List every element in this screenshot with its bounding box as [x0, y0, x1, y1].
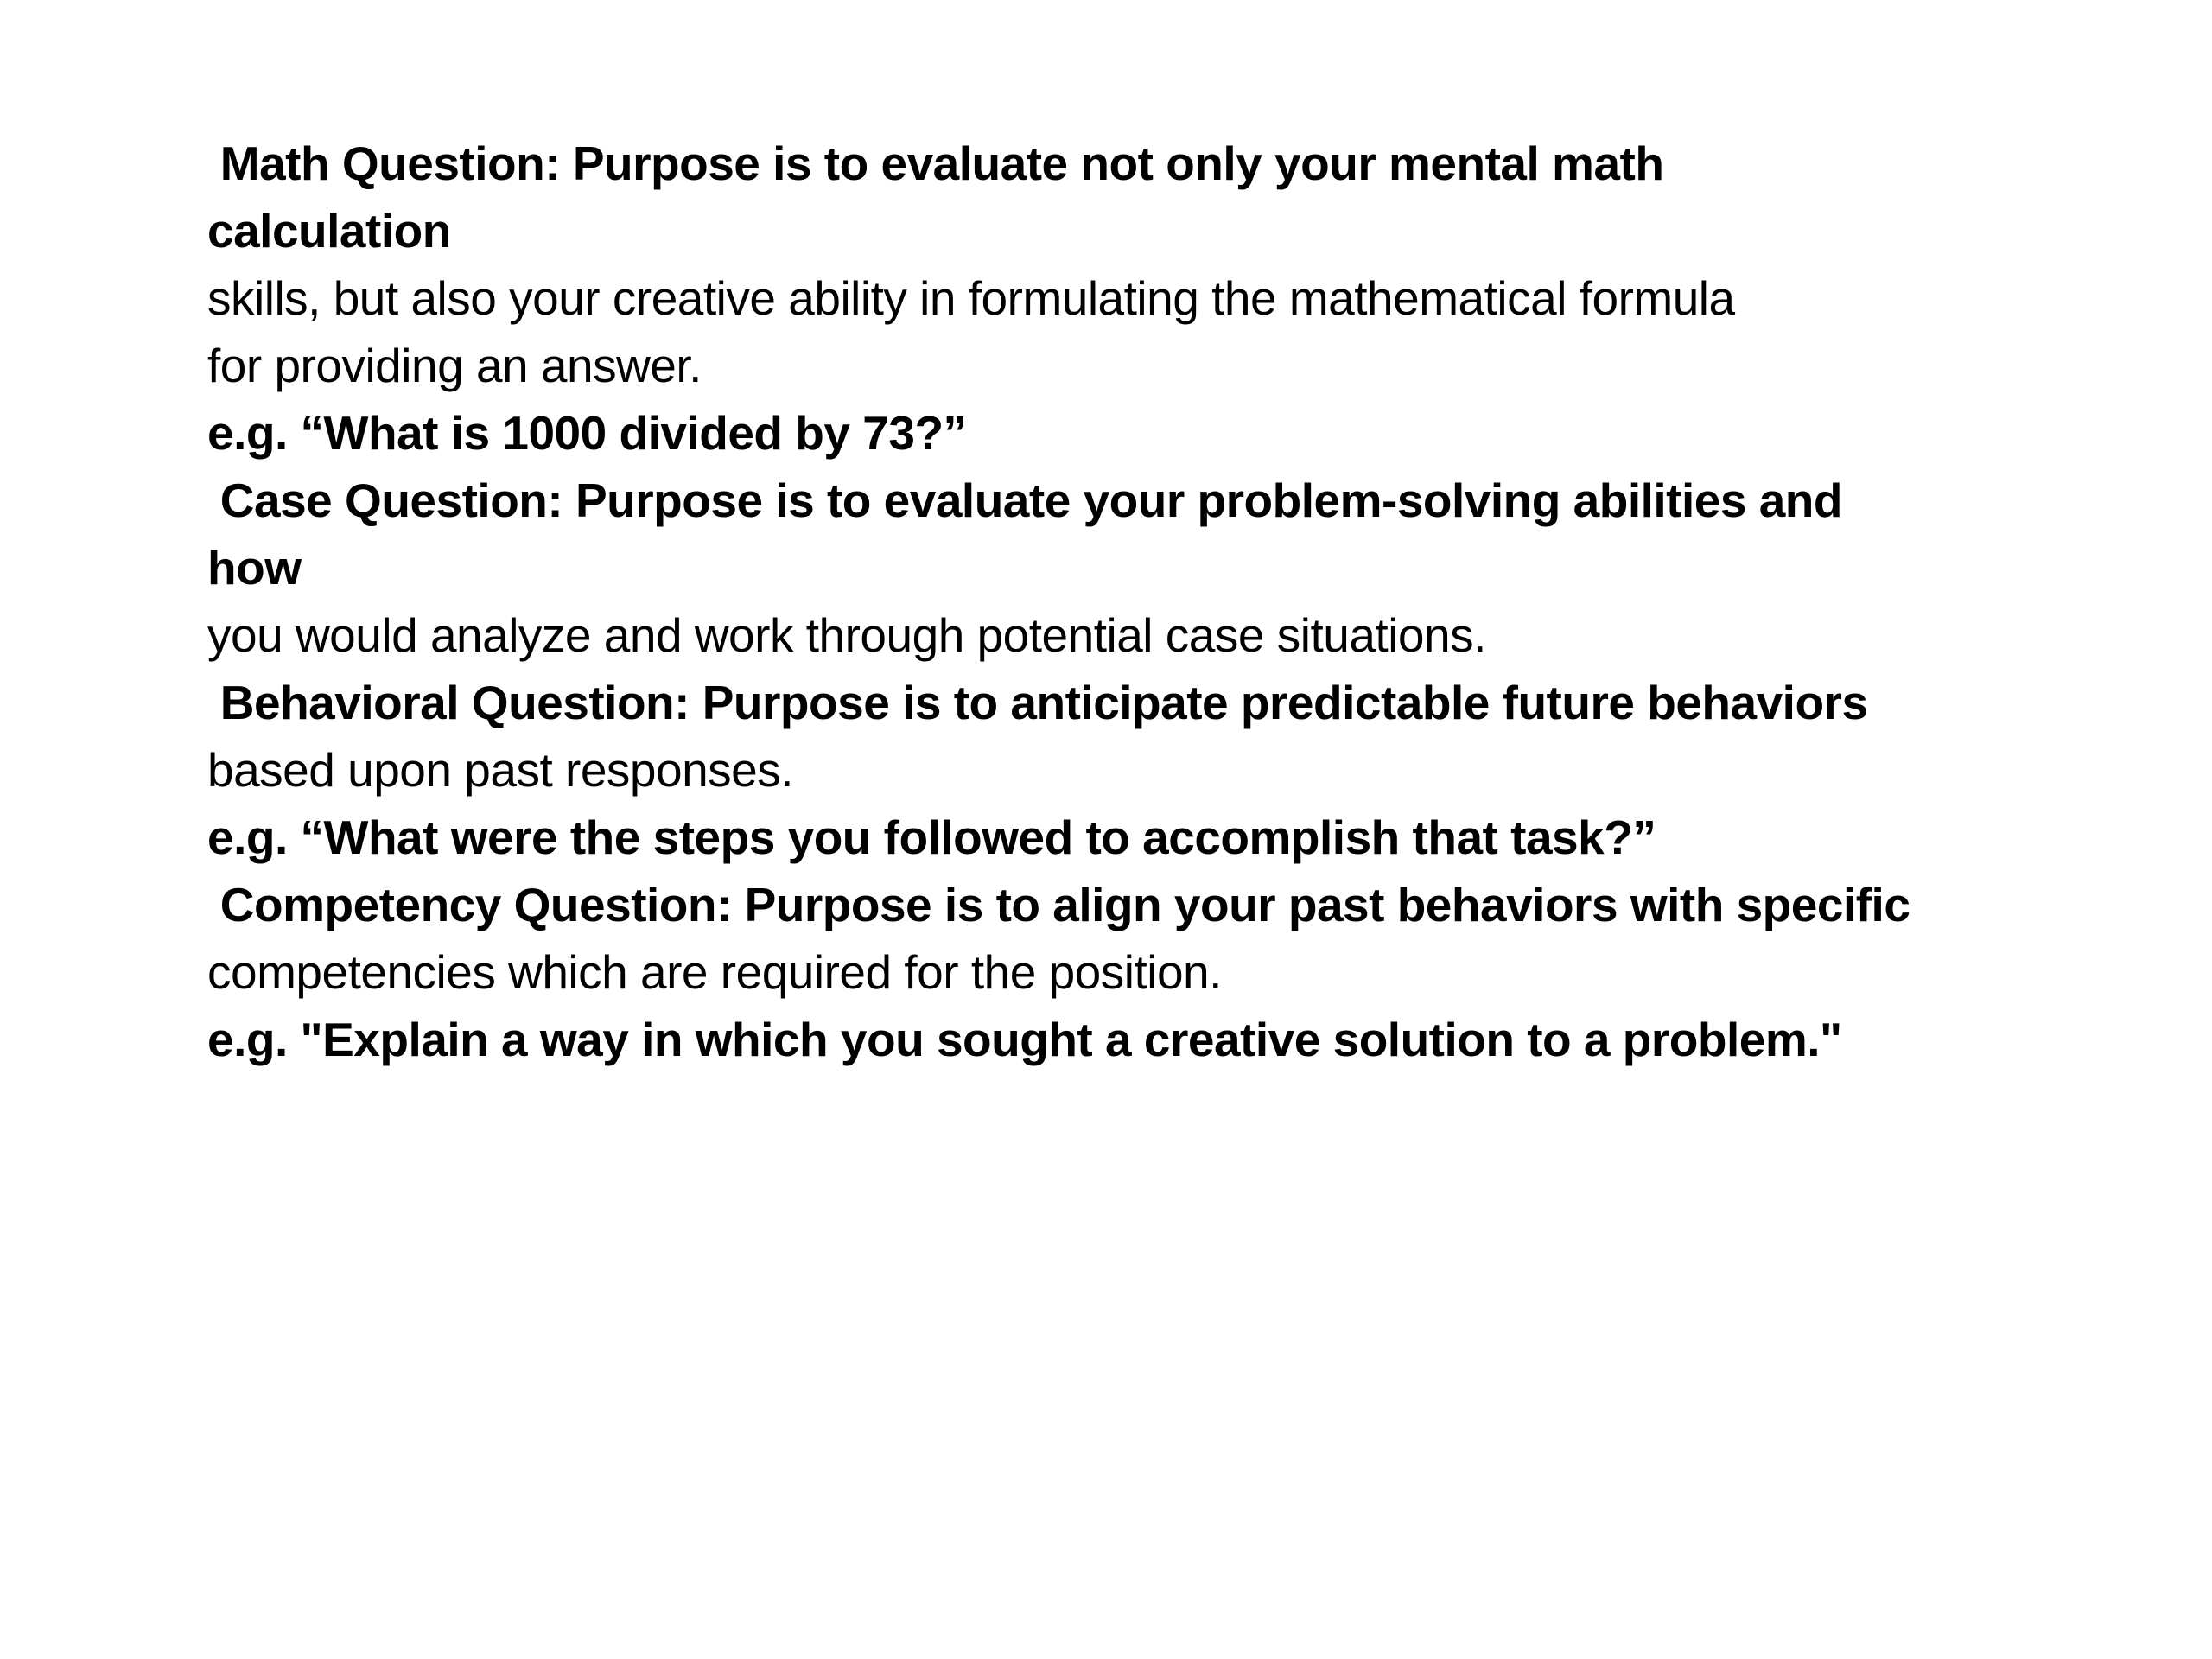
math-question-description: skills, but also your creative ability in formulating the mathematical formula: [207, 271, 1735, 325]
math-question-heading-continued: calculation: [207, 204, 451, 257]
math-question-description-continued: for providing an answer.: [207, 339, 702, 392]
competency-question-example: e.g. "Explain a way in which you sought a creative solution to a problem.": [207, 1013, 1842, 1066]
math-question-example: e.g. “What is 1000 divided by 73?”: [207, 406, 967, 460]
slide-text-block: [207, 130, 2065, 1073]
behavioral-question-heading: Behavioral Question: Purpose is to anticipate predictable future behaviors: [207, 676, 1868, 729]
math-question-heading: Math Question: Purpose is to evaluate not only your mental math: [207, 137, 1664, 190]
behavioral-question-example: e.g. “What were the steps you followed to accomplish that task?”: [207, 810, 1656, 864]
case-question-heading: Case Question: Purpose is to evaluate your problem-solving abilities and: [207, 474, 1842, 527]
competency-question-description: competencies which are required for the position.: [207, 945, 1222, 999]
case-question-heading-continued: how: [207, 541, 302, 594]
behavioral-question-description: based upon past responses.: [207, 743, 794, 797]
case-question-description: you would analyze and work through potential case situations.: [207, 608, 1486, 662]
competency-question-heading: Competency Question: Purpose is to align your past behaviors with specific: [207, 878, 1910, 931]
